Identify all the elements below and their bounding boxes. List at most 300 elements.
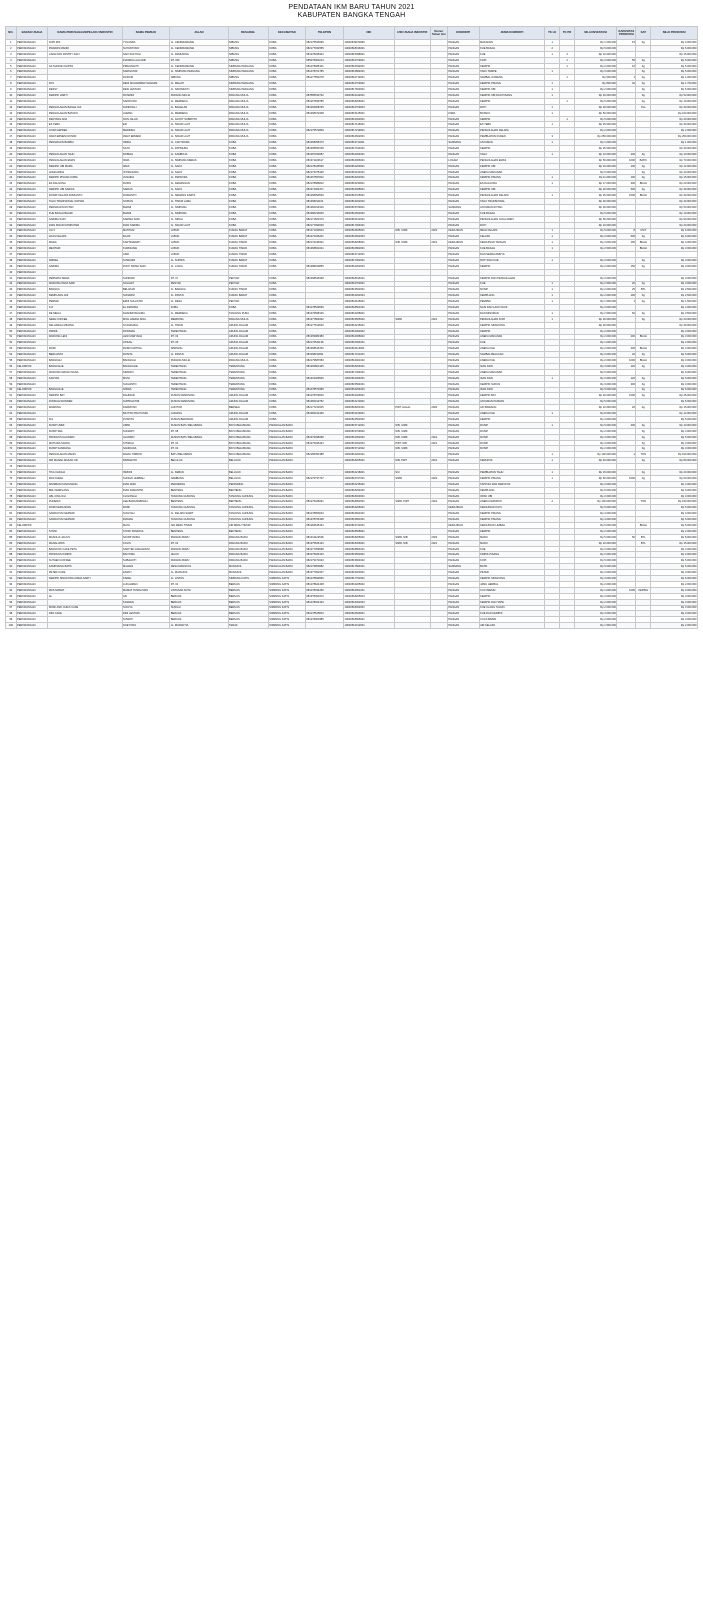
table-cell: SAPRIYANI [122,98,170,104]
table-cell: 79 [6,499,17,505]
table-cell: SIMR [394,475,430,481]
table-cell: EL DIANIDIA [122,305,170,311]
table-cell: Rp 20.000.000 [651,181,698,187]
table-cell: SIMPANG [170,346,228,352]
table-cell: JL. PATIMURA [170,146,228,152]
table-cell: Rp 3.000.000 [651,40,698,46]
table-cell: PANGKALAN BARU [268,458,305,464]
table-cell: PERORANGAN [16,458,48,464]
table-cell: PERORANGAN [16,617,48,623]
table-cell: 081331124628 [305,534,343,540]
table-cell: 19040516104001 [344,169,395,175]
table-cell: KOBA [268,399,305,405]
table-cell: 80 [6,505,17,511]
table-cell: 1 [545,234,560,240]
table-cell: 081377510020 [305,322,343,328]
table-cell: 89 [6,558,17,564]
table-cell: PANGAN [447,540,479,546]
table-cell: BELULUK [170,458,228,464]
table-cell: Kg [636,393,651,399]
table-cell: OPAK UBI [479,493,545,499]
table-cell: 19040518906001 [344,617,395,623]
table-cell: KOBA [228,210,268,216]
table-cell: SANDANG [447,564,479,570]
table-cell: 19040518508001 [344,528,395,534]
table-cell: 20 [617,405,636,411]
table-cell: Kg [636,446,651,452]
table-cell: 19040516109001 [344,411,395,417]
table-cell: TAPIOKA DAN KERUPUK [479,481,545,487]
table-cell: 1 [545,316,560,322]
table-cell: ANEKA KUE [479,411,545,417]
table-cell: 19040517219001 [344,128,395,134]
table-cell: 17 [6,134,17,140]
table-cell: 2021 [430,540,447,546]
table-cell: 19040516302003 [344,440,395,446]
table-cell: 081278529035 [305,305,343,311]
table-cell: Rp 2.000.000 [651,623,698,629]
table-cell: 19040518403001 [344,493,395,499]
table-cell: Rp 2.500.000 [651,287,698,293]
table-cell: 19040515712002 [344,446,395,452]
table-cell: 082177093009 [305,222,343,228]
table-cell: 34 [6,234,17,240]
table-cell: KOBA [228,181,268,187]
table-cell: 081382013752 [305,399,343,405]
table-cell: 11 [6,98,17,104]
table-cell: SIMPANG PERLANG [228,63,268,69]
table-cell: 1 [560,98,575,104]
table-cell: 25 [617,287,636,293]
table-cell: TAHU TRADISIONAL SOPIAN [48,199,122,205]
table-cell: KOBA [268,104,305,110]
table-cell: ARUNG DALAM [228,322,268,328]
table-cell: RUSIP [479,422,545,428]
table-cell: MUTIARA SAKDA [48,440,122,446]
table-cell: PADANG BARU [228,558,268,564]
column-header: TELEPON [305,27,343,40]
table-cell: 081376598146 [305,310,343,316]
table-cell: ATIKAH [122,340,170,346]
table-cell: PANGAN [447,87,479,93]
table-cell: 2 [545,45,560,51]
table-cell: Kg [636,98,651,104]
table-cell: TANJUNG GUNUNG [170,505,228,511]
table-cell [394,623,430,629]
table-cell: TAHU TRADISIONAL [479,199,545,205]
table-cell: PANGKALAN BARU [268,440,305,446]
table-cell: Rp 10.000.000 [574,51,616,57]
table-cell: Rp 5.000.000 [574,116,616,122]
table-cell: KOBA [268,40,305,46]
table-cell: 19040518501001 [344,305,395,311]
table-cell: Kg [636,363,651,369]
table-cell: JL. TIMUR [170,322,228,328]
table-cell: PADANG BARU [228,540,268,546]
table-cell: Rp 2.000.000 [651,340,698,346]
table-cell: Rp 3.000.000 [651,617,698,623]
table-cell: 2020 [430,534,447,540]
table-cell: 1 [545,411,560,417]
table-cell: Kg [636,257,651,263]
table-cell: KOBA [228,175,268,181]
table-cell: 300 [617,181,636,187]
table-cell: 082179471623 [305,558,343,564]
table-cell: Rp 2.000.000 [651,128,698,134]
table-cell: BENTENG [228,487,268,493]
table-cell: 1 [545,452,560,458]
table-cell: PERORANGAN [16,87,48,93]
table-cell: K-8 [48,305,122,311]
table-cell: ANEKA MAKANAN [479,169,545,175]
table-cell: 19040516204003 [344,387,395,393]
table-cell: BERUAS [228,581,268,587]
table-cell: PANGAN [447,281,479,287]
table-cell: 59 [6,381,17,387]
table-cell: Rp 1.500.000 [574,299,616,305]
table-cell: BATU BELUBANG [228,452,268,458]
table-cell: 081375926133 [305,552,343,558]
table-cell: PADANG BARU [228,552,268,558]
table-cell: Rp 6.000.000 [651,487,698,493]
table-cell: 082177210315 [305,405,343,411]
table-cell: Rp 10.000.000 [574,405,616,411]
table-cell: BATU BELUBANG [228,422,268,428]
table-cell: Rp 3.000.000 [574,481,616,487]
table-cell: PERORANGAN [16,428,48,434]
table-cell: KOBA [268,57,305,63]
table-cell: BAYTINI DWI PUSPA [122,411,170,417]
table-cell: RIDWANTO [122,458,170,464]
table-cell: PERORANGAN [16,134,48,140]
table-cell: 100 [617,175,636,181]
table-cell: PANGAN [447,470,479,476]
table-cell: Rp 10.000.000 [651,422,698,428]
table-cell: PANGAN [447,446,479,452]
table-cell: 33 [6,228,17,234]
table-cell: KUE BASAH [479,246,545,252]
table-cell: Rp 5.000.000 [574,399,616,405]
table-cell: ZONY SIKMA SARI [122,263,170,269]
table-cell: 19040516201001 [344,452,395,458]
table-cell: JL. BAGELAN [170,104,228,110]
table-cell: 081365984380 [305,334,343,340]
table-cell: 19040516302002 [344,434,395,440]
table-cell: JL. DESA [170,299,228,305]
table-cell: PERORANGAN [16,40,48,46]
table-cell: SYDNI [48,528,122,534]
table-cell: PERORANGAN [16,340,48,346]
table-cell: MANALUIWS [48,540,122,546]
table-cell: TERENTANG [228,387,268,393]
table-cell: KOBA [228,157,268,163]
table-cell: Kg [636,422,651,428]
table-cell: PADANG MULIA [170,358,228,364]
table-cell: KOBA [268,369,305,375]
table-cell: PADANG BARU [170,558,228,564]
table-cell: 100 [617,163,636,169]
table-cell: PANGKALAN BARU [268,517,305,523]
table-cell: 1 [560,57,575,63]
table-cell: 27 [6,193,17,199]
table-cell: KOBA [268,387,305,393]
table-cell: PERORANGAN [16,369,48,375]
table-cell: PANGAN [447,181,479,187]
table-cell: TON [636,499,651,505]
table-cell: Rp 70.000.000 [651,157,698,163]
table-cell: PERORANGAN [16,570,48,576]
table-cell: PERORANGAN [16,328,48,334]
table-cell: PRAWAS MANDI [48,45,122,51]
table-cell: UNIT [636,228,651,234]
table-cell: 67 [6,428,17,434]
table-cell: PANGAN [447,305,479,311]
table-cell: 2021 [430,499,447,505]
table-cell: DESA MANGKOL [170,564,228,570]
table-cell: PERORANGAN [16,146,48,152]
column-header: IZIN USAHA INDUSTRI [394,27,430,40]
table-cell: 1 [545,375,560,381]
table-cell: KUE [479,281,545,287]
table-cell: JL. LOHIA [170,263,228,269]
table-cell: PANGAN [447,369,479,375]
table-cell: PANGAN [447,434,479,440]
table-cell: 19040516002002 [344,328,395,334]
table-cell: Rp 3.000.000 [651,446,698,452]
table-cell: 19040518204001 [344,363,395,369]
table-cell: 081278624408 [305,581,343,587]
table-cell: PETER [479,570,545,576]
table-cell: Rp 10.000.000 [574,163,616,169]
table-cell: PERORANGAN [16,57,48,63]
table-cell: 6 [6,69,17,75]
table-cell: 19040516401002 [344,358,395,364]
table-cell: PANGAN [447,352,479,358]
table-cell: KOPI MIX [48,40,122,46]
table-cell: 19040516602003 [344,234,395,240]
column-header: DESA/KEL [228,27,268,40]
table-cell: 19040515098001 [344,51,395,57]
table-cell: IMAS [122,163,170,169]
table-cell: PADANG BARU [170,534,228,540]
table-cell [545,623,560,629]
table-cell: Rp 3.500.000 [651,310,698,316]
table-cell: 19040518406001 [344,540,395,546]
table-cell: Rp 30.000.000 [574,322,616,328]
table-cell: BATIK [636,157,651,163]
table-cell: SOLIHAT [122,281,170,287]
table-cell: 19040515503001 [344,552,395,558]
table-cell: 19040516705001 [344,193,395,199]
table-cell: 2021 [430,316,447,322]
table-cell: KOBA [228,146,268,152]
table-cell: SARIMA [48,263,122,269]
table-cell: Rp 5.000.000 [651,87,698,93]
table-cell: Rp 3.000.000 [574,546,616,552]
table-cell: 081395550728 [305,146,343,152]
table-cell: PANGAN [447,299,479,305]
table-cell: ARUNG DALAM [228,411,268,417]
table-cell: CAKE DAN PASTRY SAFI [48,51,122,57]
table-cell: KOBA [268,281,305,287]
table-cell: 1 [545,87,560,93]
table-cell: PENGOLAHAN KOPI [479,316,545,322]
table-cell: Rp 10.000.000 [574,151,616,157]
table-cell: KOBA [268,81,305,87]
column-header: KAPASITAS PRODUKSI [617,27,636,40]
table-cell: Kg [636,263,651,269]
table-cell: 081382314436 [305,411,343,417]
table-cell: PANGKALAN BARU [268,570,305,576]
table-cell: PERORANGAN [16,210,48,216]
table-cell: CLIGONAH [122,493,170,499]
table-cell: 20 [617,281,636,287]
table-cell: MERIDING [170,316,228,322]
table-cell: KOBA [268,293,305,299]
table-cell: KOBA [268,204,305,210]
table-cell: 081277551078 [305,75,343,81]
table-cell: NIBUNG [170,75,228,81]
table-cell: 081368011104 [305,199,343,205]
table-cell: 081376496444 [305,440,343,446]
table-cell: Rp 2.000.000 [574,128,616,134]
table-cell: IKMA [122,157,170,163]
table-cell: 19040516713001 [344,75,395,81]
table-cell: PERORANGAN [16,623,48,629]
table-cell: WARUNG MAKAN NANA [48,369,122,375]
table-cell: GUDANG [170,411,228,417]
table-cell: 081377059698 [305,546,343,552]
table-cell: 081372046201 [305,234,343,240]
table-cell [560,623,575,629]
table-cell: AYAM GEPREK [48,128,122,134]
table-cell: 081388040865 [305,263,343,269]
table-cell: Kg [636,352,651,358]
table-cell: KHOIRULLAH ANIF [122,57,170,63]
table-cell: PERORANGAN [16,505,48,511]
table-cell: JL. SIMPANG PERLANG [170,69,228,75]
table-cell: MENTARI [48,246,122,252]
table-cell: 19040518205002 [344,534,395,540]
table-cell: Rp 2.500.000 [574,281,616,287]
table-cell: PANGKALAN BARU [268,475,305,481]
table-cell: TERENTANG [170,387,228,393]
table-cell: 55 [617,57,636,63]
table-cell: DODOM [122,75,170,81]
table-cell: 50 [6,328,17,334]
table-cell: Kg [636,87,651,93]
table-cell: KUE [479,546,545,552]
table-cell: 92 [6,576,17,582]
table-cell: Rp 30.000.000 [651,187,698,193]
table-cell: WARUNG LENI [48,334,122,340]
table-cell: BERUAS [170,617,228,623]
table-cell: DUSUN BATU BELUBANG [170,422,228,428]
table-cell: Rp 60.000.000 [651,475,698,481]
table-cell: KOBA [268,352,305,358]
table-cell: 081380233000 [305,210,343,216]
table-cell: 26 [6,187,17,193]
table-cell: 081368601021 [305,246,343,252]
table-cell: 19040518402001 [344,605,395,611]
table-cell: ULI F [48,228,122,234]
table-cell: 081378000385 [305,617,343,623]
table-cell: 081278590666 [305,576,343,582]
table-cell: TAHU [479,151,545,157]
table-cell: 19040517304001 [344,369,395,375]
table-cell: 44 [6,293,17,299]
table-cell: Rp 3.000.000 [574,511,616,517]
table-cell: 19040518206001 [344,98,395,104]
table-cell: Rp 3.000.000 [651,511,698,517]
table-cell: Rp 5.000.000 [574,387,616,393]
table-cell: PADANG MULIA [228,122,268,128]
table-cell: KERIPIK [479,593,545,599]
table-cell: PETER CAKE [48,570,122,576]
table-cell: PANGAN [447,481,479,487]
table-cell: Kg [636,163,651,169]
table-cell: 19040518016001 [344,45,395,51]
table-cell: 19040516801001 [344,517,395,523]
table-cell: 19040516707001 [344,475,395,481]
table-cell: Kg [636,458,651,464]
table-cell: PANGKALAN BARU [268,523,305,529]
table-cell: KOLIS [122,540,170,546]
table-cell: DONAT KELAPA RUDIANTO [48,193,122,199]
table-cell: 1 [545,193,560,199]
table-cell: 19040516601001 [344,511,395,517]
table-cell: 081375526133 [305,540,343,546]
table-cell: BENTENG [228,528,268,534]
table-cell: ROMI [122,505,170,511]
table-cell: KOBA [268,305,305,311]
table-cell: ROSITA [122,352,170,358]
table-cell: 96 [6,599,17,605]
table-cell: PERORANGAN [16,558,48,564]
table-cell: Rp 5.000.000 [651,517,698,523]
table-cell: KOBA [228,193,268,199]
table-row [6,623,698,629]
table-cell: NIB, IUMK [394,240,430,246]
table-cell: Rp 250.000.000 [651,134,698,140]
table-cell: 22 [6,163,17,169]
table-cell: Kg [636,187,651,193]
table-cell: PERORANGAN [16,611,48,617]
table-cell: 120 [617,363,636,369]
table-cell: PERORANGAN [16,257,48,263]
table-cell: SUNARTI [122,428,170,434]
table-cell: Rp 3.000.000 [651,552,698,558]
table-cell: SANDIANA [122,446,170,452]
table-cell: 36 [6,246,17,252]
table-cell: PERORANGAN [16,128,48,134]
table-cell: 19040516001001 [344,587,395,593]
table-cell: PERORANGAN [16,246,48,252]
table-cell: JELUK [170,552,228,558]
table-cell: PANGAN [447,216,479,222]
table-cell: PANGAN [447,405,479,411]
table-cell: ANYAMAN PANDAN [479,399,545,405]
table-cell: KELOMPOK [16,363,48,369]
table-cell: Rp 5.000.000 [574,534,616,540]
table-cell: 5 [6,63,17,69]
table-cell: MADU [479,540,545,546]
table-cell: PANGAN [447,252,479,258]
table-cell: 19040515712001 [344,422,395,428]
table-cell: Kg [636,69,651,75]
table-cell: KOBA [268,234,305,240]
table-cell: Rp 50.000.000 [651,93,698,99]
